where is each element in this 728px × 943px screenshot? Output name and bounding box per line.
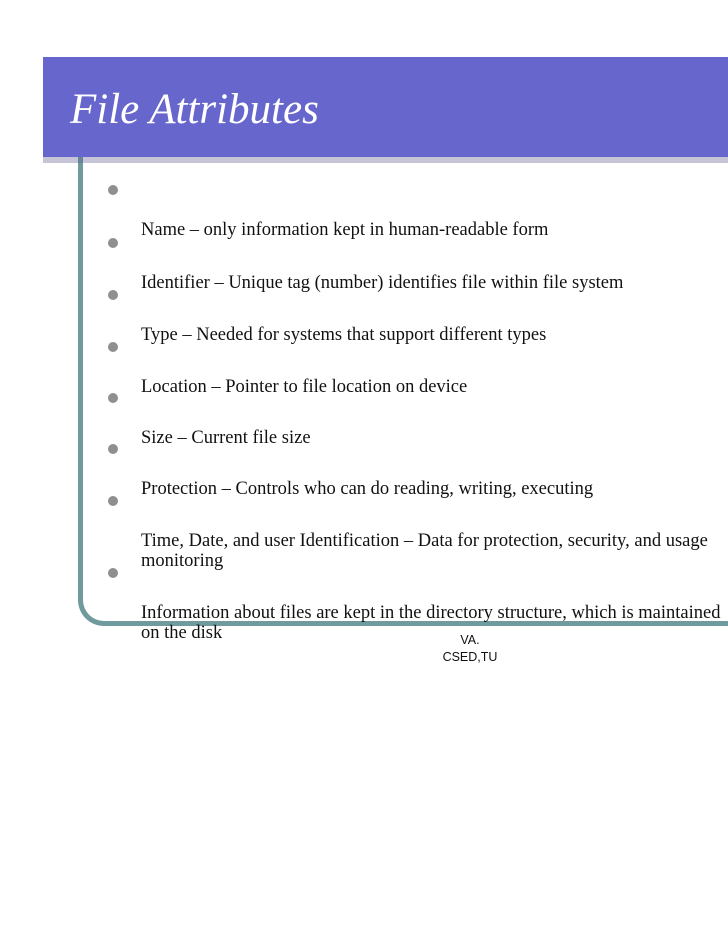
- bullet-text: Type – Needed for systems that support different types: [141, 325, 547, 345]
- bullet-dot-icon: [108, 342, 118, 352]
- bullet-text: Location – Pointer to file location on device: [141, 377, 468, 397]
- bullet-dot-icon: [108, 238, 118, 248]
- bullet-dot-icon: [108, 496, 118, 506]
- bullet-dot-icon: [108, 444, 118, 454]
- footer-line-2: CSED,TU: [442, 650, 498, 664]
- bullet-text: Protection – Controls who can do reading, writing, executing: [141, 479, 594, 499]
- bullet-dot-icon: [108, 568, 118, 578]
- bullet-dot-icon: [108, 185, 118, 195]
- slide-title: File Attributes: [70, 86, 319, 133]
- bullet-text: Time, Date, and user Identification – Data for protection, security, and usage monitoring: [141, 531, 708, 571]
- bullet-text: Name – only information kept in human-readable form: [141, 220, 549, 240]
- bullet-dot-icon: [108, 393, 118, 403]
- bullet-text: Size – Current file size: [141, 428, 311, 448]
- bullet-dot-icon: [108, 290, 118, 300]
- bullet-text: Information about files are kept in the directory structure, which is maintained on the disk: [141, 603, 721, 643]
- footer-line-1: VA.: [460, 633, 480, 647]
- slide-footer: [410, 632, 530, 666]
- bullet-text: Identifier – Unique tag (number) identifies file within file system: [141, 273, 624, 293]
